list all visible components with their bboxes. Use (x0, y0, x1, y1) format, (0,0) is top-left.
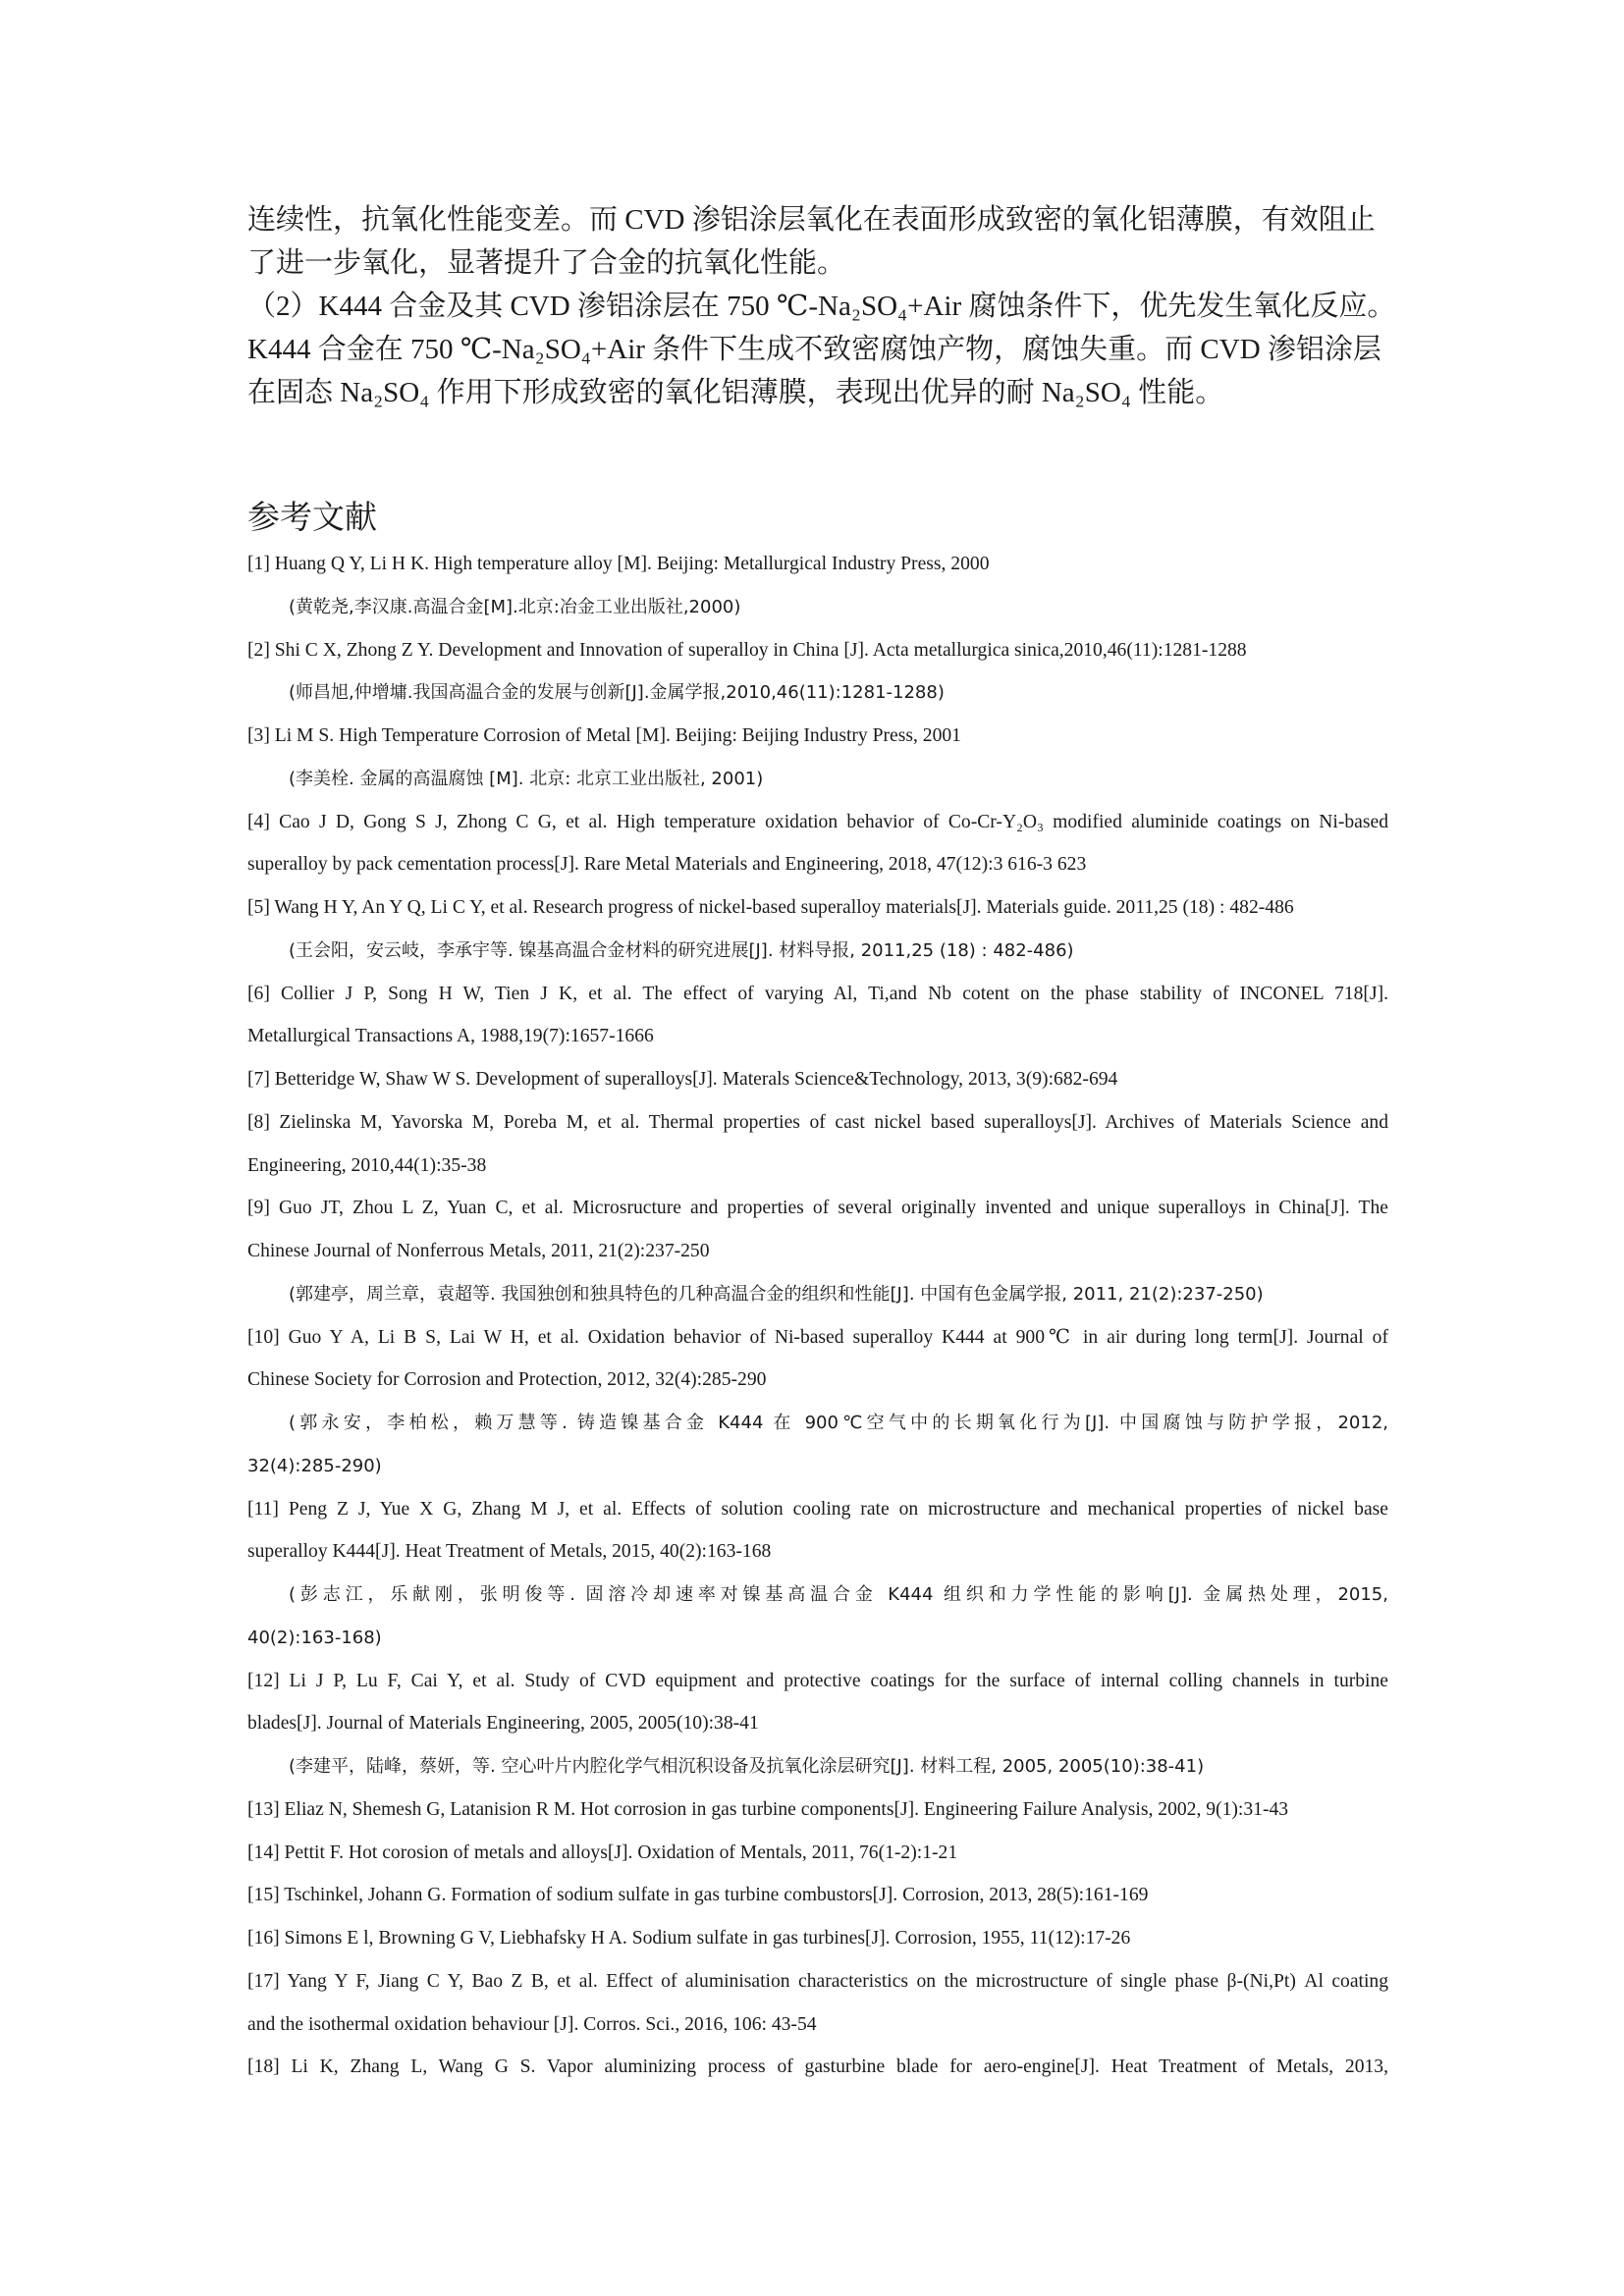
reference-translation-line: (师昌旭,仲增墉.我国高温合金的发展与创新[J].金属学报,2010,46(11):1281-1288) (289, 682, 945, 704)
reference-line: [12] Li J P, Lu F, Cai Y, et al. Study of CVD equipment and protective coatings for the surface of internal colling channels in turbine (247, 1670, 1388, 1691)
reference-line: [15] Tschinkel, Johann G. Formation of sodium sulfate in gas turbine combustors[J]. Corrosion, 2013, 28(5):161-169 (247, 1885, 1149, 1906)
body-text-line: K444 合金在 750 ℃-Na₂SO₄+Air 条件下生成不致密腐蚀产物，腐蚀失重。而 CVD 渗铝涂层 (247, 334, 1381, 365)
body-text-line: 在固态 Na₂SO₄ 作用下形成致密的氧化铝薄膜，表现出优异的耐 Na₂SO₄ 性能。 (247, 377, 1224, 408)
conclusion-paragraph-2 (247, 285, 1396, 414)
reference-line: [11] Peng Z J, Yue X G, Zhang M J, et al. Effects of solution cooling rate on microstructure and mechanical properties of nickel base (247, 1498, 1388, 1520)
reference-line: [5] Wang H Y, An Y Q, Li C Y, et al. Research progress of nickel-based superalloy materials[J]. Materials guide. 2011,25 (18) : 482-486 (247, 897, 1294, 918)
body-text-line: 了进一步氧化，显著提升了合金的抗氧化性能。 (247, 247, 846, 279)
reference-line: [9] Guo JT, Zhou L Z, Yuan C, et al. Microsructure and properties of several originally invented and unique superalloys in China[J]. The (247, 1198, 1388, 1219)
reference-translation-line: 40(2):163-168) (247, 1627, 382, 1648)
reference-translation-line: (李建平，陆峰，蔡妍，等. 空心叶片内腔化学气相沉积设备及抗氧化涂层研究[J]. 材料工程, 2005, 2005(10):38-41) (289, 1756, 1205, 1777)
reference-line: [13] Eliaz N, Shemesh G, Latanision R M. Hot corrosion in gas turbine components[J]. Engineering Failure Analysis, 2002, 9(1):31-43 (247, 1798, 1289, 1820)
reference-translation-line: 32(4):285-290) (247, 1455, 382, 1476)
conclusion-paragraph-1 (247, 198, 1388, 285)
reference-translation-line: (郭永安，李柏松，赖万慧等. 铸造镍基合金 K444 在 900℃空气中的长期氧化行为[J]. 中国腐蚀与防护学报，2012, (289, 1413, 1388, 1433)
reference-line: superalloy by pack cementation process[J]. Rare Metal Materials and Engineering, 2018, 47(12):3 616-3 623 (247, 854, 1087, 876)
reference-line: [14] Pettit F. Hot corosion of metals and alloys[J]. Oxidation of Mentals, 2011, 76(1-2):1-21 (247, 1842, 958, 1863)
reference-line: [1] Huang Q Y, Li H K. High temperature alloy [M]. Beijing: Metallurgical Industry Press, 2000 (247, 554, 990, 574)
reference-line: superalloy K444[J]. Heat Treatment of Metals, 2015, 40(2):163-168 (247, 1541, 772, 1563)
reference-line: [17] Yang Y F, Jiang C Y, Bao Z B, et al. Effect of aluminisation characteristics on the microstructure of single phase β-(Ni,Pt) Al coating (247, 1970, 1388, 1992)
reference-line: [6] Collier J P, Song H W, Tien J K, et al. The effect of varying Al, Ti,and Nb cotent on the phase stability of INCONEL 718[J]. (247, 983, 1388, 1004)
reference-line: Metallurgical Transactions A, 1988,19(7):1657-1666 (247, 1026, 654, 1047)
references-heading: 参考文献 (247, 501, 377, 536)
reference-line: Engineering, 2010,44(1):35-38 (247, 1154, 487, 1176)
reference-line: [7] Betteridge W, Shaw W S. Development of superalloys[J]. Materals Science&Technology, 2013, 3(9):682-694 (247, 1069, 1118, 1090)
reference-line: blades[J]. Journal of Materials Engineering, 2005, 2005(10):38-41 (247, 1713, 759, 1735)
reference-translation-line: (黄乾尧,李汉康.高温合金[M].北京:冶金工业出版社,2000) (289, 596, 741, 617)
reference-line: Chinese Society for Corrosion and Protection, 2012, 32(4):285-290 (247, 1369, 767, 1391)
reference-line: [4] Cao J D, Gong S J, Zhong C G, et al. High temperature oxidation behavior of Co-Cr-Y₂O₃ modified aluminide coatings on Ni-based (247, 811, 1388, 832)
reference-line: and the isothermal oxidation behaviour [J]. Corros. Sci., 2016, 106: 43-54 (247, 2013, 817, 2035)
reference-list (247, 543, 1388, 2089)
reference-translation-line: (彭志江，乐献刚，张明俊等. 固溶冷却速率对镍基高温合金 K444 组织和力学性能的影响[J]. 金属热处理，2015, (289, 1584, 1388, 1605)
body-text-line: （2）K444 合金及其 CVD 渗铝涂层在 750 ℃-Na₂SO₄+Air 腐蚀条件下，优先发生氧化反应。 (247, 291, 1396, 322)
reference-translation-line: (王会阳，安云岐，李承宇等. 镍基高温合金材料的研究进展[J]. 材料导报, 2011,25 (18) : 482-486) (289, 939, 1074, 961)
reference-line: [2] Shi C X, Zhong Z Y. Development and Innovation of superalloy in China [J]. Acta metallurgica sinica,2010,46(11):1281-1288 (247, 639, 1247, 661)
reference-line: [3] Li M S. High Temperature Corrosion of Metal [M]. Beijing: Beijing Industry Press, 2001 (247, 725, 961, 746)
reference-translation-line: (郭建亭，周兰章，袁超等. 我国独创和独具特色的几种高温合金的组织和性能[J]. 中国有色金属学报, 2011, 21(2):237-250) (289, 1283, 1264, 1305)
reference-line: Chinese Journal of Nonferrous Metals, 2011, 21(2):237-250 (247, 1241, 710, 1261)
reference-line: [18] Li K, Zhang L, Wang G S. Vapor aluminizing process of gasturbine blade for aero-engine[J]. Heat Treatment of Metals, 2013, (247, 2056, 1388, 2078)
reference-line: [16] Simons E l, Browning G V, Liebhafsky H A. Sodium sulfate in gas turbines[J]. Corrosion, 1955, 11(12):17-26 (247, 1928, 1131, 1949)
body-text-line: 连续性，抗氧化性能变差。而 CVD 渗铝涂层氧化在表面形成致密的氧化铝薄膜，有效阻止 (247, 204, 1376, 236)
reference-line: [8] Zielinska M, Yavorska M, Poreba M, et al. Thermal properties of cast nickel based superalloys[J]. Archives of Materials Science and (247, 1111, 1388, 1133)
reference-translation-line: (李美栓. 金属的高温腐蚀 [M]. 北京: 北京工业出版社, 2001) (289, 768, 764, 789)
reference-line: [10] Guo Y A, Li B S, Lai W H, et al. Oxidation behavior of Ni-based superalloy K444 at 900℃ in air during long term[J]. Journal of (247, 1326, 1388, 1348)
